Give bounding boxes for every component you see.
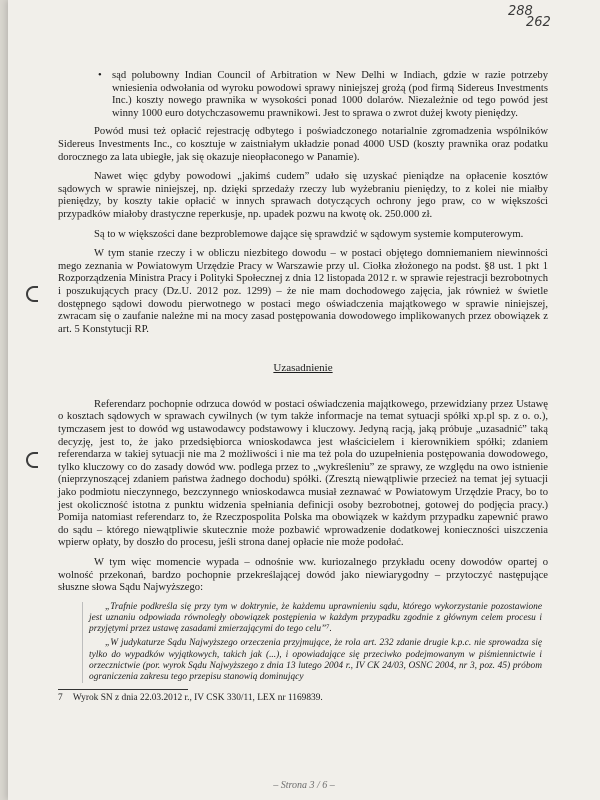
handwritten-line-1: 288 xyxy=(508,4,533,19)
footnote-divider xyxy=(58,689,188,690)
quote-text: „W judykaturze Sądu Najwyższego orzeczenia przyjmujące, że rola art. 232 zdanie drugie k.p.c. nie sprowadza się tylko do wypadków wyjątkowych, takich jak (...), i opowiadające się przeciwko podejmowanym w piśmiennictwie i orzecznictwie (por. wyrok Sądu Najwyższego z dnia 13 lutego 2004 r., IV CK 24/03, OSNC 2004, nr 3, poz. 45) próbom ograniczenia zakresu tego przepisu stanowią dominujący xyxy=(89,638,542,682)
bullet-item xyxy=(58,70,548,120)
document-body xyxy=(58,70,548,704)
paragraph: Nawet więc gdyby powodowi „jakimś cudem” udało się uzyskać pieniądze na opłacenie kosztów sądowych w sprawie niniejszej, np. dzięki sprzedaży rzeczy lub wyżebraniu pieniędzy, to z kolei nie miałby pieniędzy, by koszty takie opłacić w innych sprawach dotyczących ochrony jego praw, co w większości przypadków miałoby drastyczne reperkusje, np. upadek pozwu na kwotę ok. 250.000 zł. xyxy=(58,171,548,220)
section-heading: Uzasadnienie xyxy=(273,362,333,375)
handwritten-line-2: 262 xyxy=(526,15,551,30)
quote-text: „Trafnie podkreśla się przy tym w doktrynie, że każdemu uprawnieniu sądu, którego wykorzystanie pozostawione jest uznaniu odpowiada równoległy obowiązek postępienia w każdym przypadku zgodnie z głównym celem procesu i przyjętymi przez ustawę zasadami zmierzającymi do tego celu”⁷. xyxy=(89,601,542,635)
document-page xyxy=(8,0,600,800)
paragraph: Referendarz pochopnie odrzuca dowód w postaci oświadczenia majątkowego, przewidziany przez Ustawę o kosztach sądowych w sprawach cywilnych (w tym także informacje na temat sytuacji spółki xp.pl sp. z o. o.), tymczasem jest to dowód wg ustawodawcy podstawowy i kluczowy. Jedyną racją, jaką próbuje „uzasadnić” taką decyzję, jest to, że jako przedsiębiorca wnioskodawca jest właścicielem i kierownikiem spółki; zdaniem referendarza w takiej sytuacji nie ma 2 możliwości i nie ma też pola do uzupełnienia postępowania dowodowego, tylko kluczowy co do zasady dowód ww. podlega przez to „wykreśleniu” ze sprawy, ze względu na owo istnienie (nieprzynoszącej zdaniem państwa żadnego dochodu) spółki. (Zresztą niewątpliwie przecież na temat jej sytuacji jako podmiotu nieczynnego, bezczynnego wnioskodawca musiał zeznawać w Powiatowym Urzędzie Pracy, bo to jest okoliczność istotna z punktu widzenia spełniania definicji osoby bezrobotnej, gotowej do podjęcia pracy.) Pomija natomiast referendarz to, że Rzeczpospolita Polska ma obowiązek w każdym przypadku zapewnić prawo do sądu – którego niewątpliwie skutecznie może pozbawić wprowadzenie dodatkowej konieczności uiszczenia wpierw opłaty, by doszło do procesu, jeśli strona danej opłacie nie może podołać. xyxy=(58,398,548,549)
handwritten-page-number xyxy=(508,6,551,28)
paragraph: Są to w większości dane bezproblemowe dające się sprawdzić w sądowym systemie komputerowym. xyxy=(94,228,524,240)
page-number: – Strona 3 / 6 – xyxy=(273,780,335,791)
paragraph: Powód musi też opłacić rejestrację odbytego i poświadczonego notarialnie zgromadzenia wspólników Sidereus Investments Inc., co kosztuje w zaistniałym układzie ponad 4000 USD (koszty prawnika oraz podatku dorocznego za lata ubiegłe, jak się okazuje nieopłaconego w Panamie). xyxy=(58,126,548,163)
punch-hole-mark xyxy=(26,452,38,468)
paragraph: W tym stanie rzeczy i w obliczu niezbitego dowodu – w postaci objętego domniemaniem niewinności mego zeznania w Powiatowym Urzędzie Pracy w Warszawie przy ul. Ciołka złożonego na podst. §8 ust. 1 pkt 1 Rozporządzenia Ministra Pracy i Polityki Społecznej z dnia 12 listopada 2012 r. w sprawie rejestracji bezrobotnych i poszukujących pracy (Dz.U. 2012 poz. 1299) – że nie mam dochodowego zajęcia, jak również w świetle dostępnego sądowi dowodu pierwotnego w postaci mego oświadczenia majątkowego w sprawie niniejszej, zwracam się o zaufanie należne mi na mocy zasad postępowania dowodowego implikowanych przez obowiązek z art. 5 Konstytucji RP. xyxy=(58,248,548,335)
footnote-number: 7 xyxy=(58,693,63,704)
footnote-text: Wyrok SN z dnia 22.03.2012 r., IV CSK 330/11, LEX nr 1169839. xyxy=(72,693,323,704)
block-quote xyxy=(82,602,542,683)
punch-hole-mark xyxy=(26,286,38,302)
footnote xyxy=(58,693,548,704)
paragraph: W tym więc momencie wypada – odnośnie ww. kuriozalnego przykładu oceny dowodów opartej o wolność przekonań, bardzo pochopnie przekreślającej dowód jako niewiarygodny – przytoczyć następujące słuszne słowa Sądu Najwyższego: xyxy=(58,557,548,594)
bullet-glyph: • xyxy=(98,70,102,81)
bullet-item-text: sąd polubowny Indian Council of Arbitration w New Delhi w Indiach, gdzie w razie potrzeby wniesienia odwołania od wyroku powodowi sprawy niniejszej grożą (pod firmą Sidereus Investments Inc.) koszty nowego prawnika w wysokości ponad 1000 dolarów. Niezależnie od tego powód jest winny 1000 euro dotychczasowemu prawnikowi. Jest to sprawa o zwrot dużej kwoty pieniędzy. xyxy=(112,70,548,119)
